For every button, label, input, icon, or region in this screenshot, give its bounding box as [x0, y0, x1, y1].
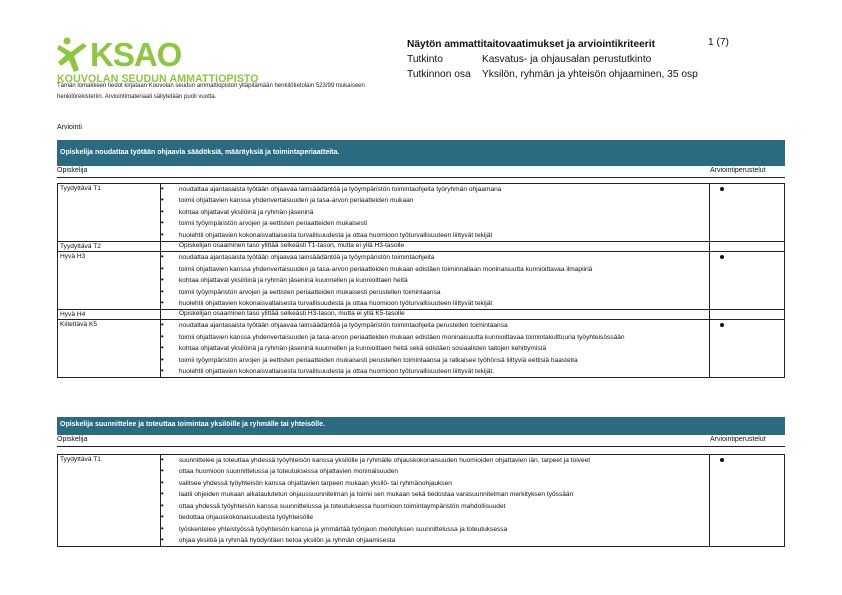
- table-row: [58, 252, 785, 310]
- column-student: Opiskelija: [57, 436, 88, 443]
- criterion: • toimii ohjattavien kanssa yhdenvertaisuuden ja tasa-arvon periaatteiden mukaan: [161, 197, 705, 205]
- level-label: Tyydyttävä T1: [58, 455, 161, 547]
- criterion: • toimii työympäristön arvojen ja eettisten periaatteiden mukaisesti perustellen toimintaansa ja ratkaisee työhönsä liittyviä eettisiä haasteita: [161, 357, 705, 365]
- assessment-cell[interactable]: [710, 252, 785, 310]
- criterion: • huolehtii ohjattavien kokonaisvaltaisesta turvallisuudesta ja ottaa huomioon työturvallisuuteen liittyvät tekijät: [161, 232, 705, 240]
- privacy-note: Tämän lomakkeen tiedot kirjataan Kouvolan seudun ammattiopiston ylläpitämään henkilötietolain 523/99 mukaiseen henkilörekisteriin. Arviointimateriaali säilytetään puoli vuotta.: [57, 83, 365, 100]
- basis-bullet-icon: [720, 255, 724, 259]
- criterion: • tiedottaa ohjauskokonaisuudesta työyhteisölle: [161, 514, 705, 522]
- criteria-list: [160, 320, 709, 378]
- criteria-list: [160, 455, 709, 547]
- assessment-cell[interactable]: [710, 320, 785, 378]
- criterion: • kohtaa ohjattavat yksilöinä ja ryhmän jäseninä kuunnellen ja kunnioittaen heitä sekä edistäen sosiaalisten taitojen kehittymistä: [161, 345, 705, 353]
- criterion: • noudattaa ajantasaista työtään ohjaavaa lainsäädäntöä ja työympäristön toimintaohjeita työryhmän ohjaamana: [161, 186, 705, 194]
- assessment-cell[interactable]: [710, 309, 785, 320]
- criterion: • työskentelee yhteistyössä työyhteisön kanssa ja ymmärtää työnjaon merkityksen suunnittelussa ja toteutuksessa: [161, 526, 705, 534]
- tutkinnon-osa-value: Yksilön, ryhmän ja yhteisön ohjaaminen, 35 osp: [482, 69, 698, 80]
- section-heading: Opiskelija suunnittelee ja toteuttaa toimintaa yksilöille ja ryhmälle tai yhteisölle.: [57, 417, 785, 435]
- criterion: • laatii ohjeiden mukaan aikataulutetun ohjaussuunnitelman ja toimii sen mukaan sekä tiedostaa varasuunnitelman merkityksen työssään: [161, 491, 705, 499]
- table-row: [58, 455, 785, 547]
- criterion: • huolehtii ohjattavien kokonaisvaltaisesta turvallisuudesta ja ottaa huomioon työturvallisuuteen liittyvät tekijät.: [161, 368, 705, 376]
- tutkinto-value: Kasvatus- ja ohjausalan perustutkinto: [482, 54, 652, 65]
- page-number: 1 (7): [708, 37, 729, 48]
- level-note-text: Opiskelijan osaaminen taso ylittää selkeästi T1-tason, mutta ei yllä H3-tasolle: [178, 241, 405, 249]
- criterion: • noudattaa ajantasaista työtään ohjaavaa lainsäädäntöä ja työympäristön toimintaohjeita: [161, 254, 705, 262]
- basis-bullet-icon: [720, 187, 724, 191]
- column-basis: Arviointiperustelut: [710, 436, 766, 443]
- criterion: • ottaa yhdessä työyhteisön kanssa suunnittelussa ja toteutuksessa huomioon toimintaympäristön mahdollisuudet: [161, 503, 705, 511]
- document-title: Näytön ammattitaitovaatimukset ja arviointikriteerit: [407, 39, 655, 50]
- level-label: Tyydyttävä T2: [58, 241, 161, 252]
- column-header: [57, 436, 785, 447]
- logo-subtitle: KOUVOLAN SEUDUN AMMATTIOPISTO: [57, 73, 259, 85]
- criterion: • huolehtii ohjattavien kokonaisvaltaisesta turvallisuudesta ja ottaa huomioon työturvallisuuteen liittyvät tekijät: [161, 300, 705, 308]
- criteria-list: [160, 184, 709, 242]
- level-label: Kiitettävä K5: [58, 320, 161, 378]
- assessment-cell[interactable]: [710, 241, 785, 252]
- criteria-list: [160, 252, 709, 310]
- level-label: Hyvä H3: [58, 252, 161, 310]
- column-student: Opiskelija: [57, 167, 88, 174]
- table-row: [58, 184, 785, 242]
- section-label: Arviointi: [57, 124, 82, 131]
- level-note-text: Opiskelijan osaaminen taso ylittää selkeästi H3-tason, mutta ei yllä K5-tasolle: [178, 309, 405, 317]
- criterion: • noudattaa ajantasaista työtään ohjaavaa lainsäädäntöä ja työympäristön toimintaohjeita perustellen toimintaansa: [161, 322, 705, 330]
- running-figure-icon: [57, 36, 93, 76]
- criterion: • toimii ohjattavien kanssa yhdenvertaisuuden ja tasa-arvon periaatteiden mukaan edistäen moninaisuutta kunnioittavaa toimintakulttuuria työyhteisössään: [161, 334, 705, 342]
- criterion: • kohtaa ohjattavat yksilöinä ja ryhmän jäseninä: [161, 209, 705, 217]
- tutkinto-label: Tutkinto: [407, 54, 443, 65]
- assessment-cell[interactable]: [710, 184, 785, 242]
- tutkinnon-osa-label: Tutkinnon osa: [407, 69, 471, 80]
- assessment-cell[interactable]: [710, 455, 785, 547]
- criterion: • toimii työympäristön arvojen ja eettisten periaatteiden mukaisesti perustellen toimintaansa: [161, 289, 705, 297]
- level-label: Hyvä H4: [58, 309, 161, 320]
- criterion: • ohjaa yksilöä ja ryhmää hyödyntäen tietoa yksilön ja ryhmän ohjaamisesta: [161, 537, 705, 545]
- column-header: [57, 167, 785, 178]
- logo-name: KSAO: [90, 36, 182, 73]
- table-row: [58, 309, 785, 320]
- level-label: Tyydyttävä T1: [58, 184, 161, 242]
- column-basis: Arviointiperustelut: [710, 167, 766, 174]
- ksao-logo: [57, 36, 287, 86]
- level-note: [160, 241, 709, 252]
- criterion: • toimii työympäristön arvojen ja eettisten periaatteiden mukaisesti: [161, 220, 705, 228]
- criterion: • toimii ohjattavien kanssa yhdenvertaisuuden ja tasa-arvon periaatteiden mukaan edistäen toiminnallaan moninaisuutta kunnioittavaa ilmapiiriä: [161, 266, 705, 274]
- table-row: [58, 320, 785, 378]
- section-heading: Opiskelija noudattaa työtään ohjaavia säädöksiä, määräyksiä ja toimintaperiaatteita.: [57, 140, 785, 166]
- criteria-table: [57, 183, 785, 378]
- criterion: • valitsee yhdessä työyhteisön kanssa ohjattavien tarpeen mukaan yksilö- tai ryhmänohjauksen: [161, 480, 705, 488]
- criterion: • ottaa huomioon suunnittelussa ja toteutuksessa ohjattavien moninaisuuden: [161, 468, 705, 476]
- table-row: [58, 241, 785, 252]
- level-note: [160, 309, 709, 320]
- basis-bullet-icon: [720, 323, 724, 327]
- basis-bullet-icon: [720, 458, 724, 462]
- criterion: • kohtaa ohjattavat yksilöinä ja ryhmän jäseninä kuunnellen ja kunnioittaen heitä: [161, 277, 705, 285]
- criteria-table: [57, 454, 785, 547]
- criterion: • suunnittelee ja toteuttaa yhdessä työyhteisön kanssa yksilölle ja ryhmälle ohjauskokonaisuuden huomioiden ohjattavien iän, tarpeet ja toiveet: [161, 457, 705, 465]
